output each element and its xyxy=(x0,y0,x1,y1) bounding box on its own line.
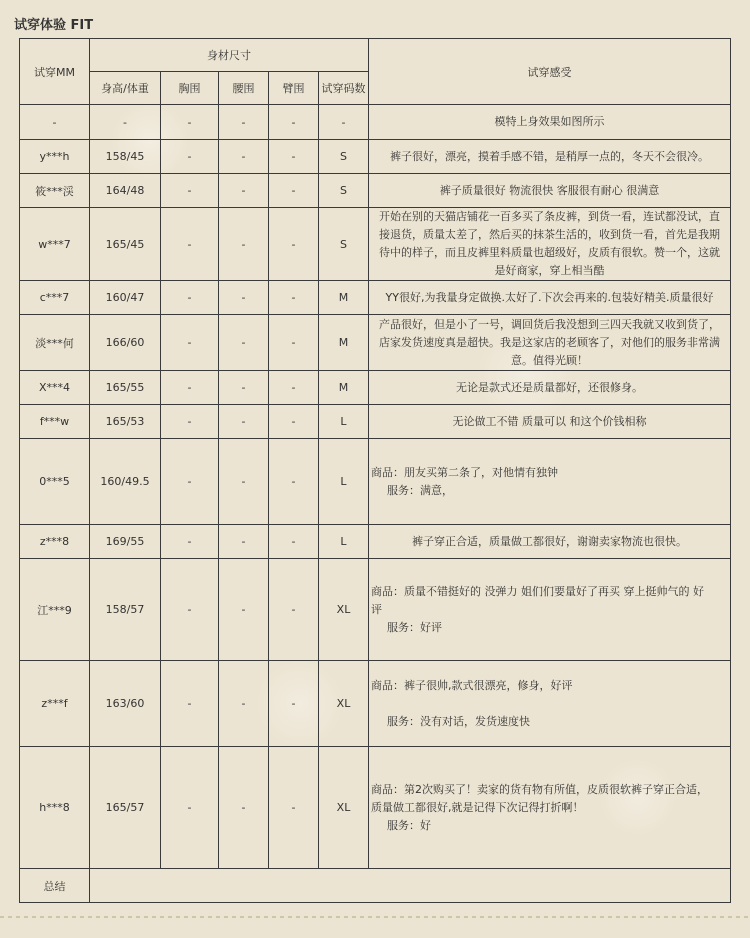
bottom-divider xyxy=(0,916,750,918)
feel-spacer xyxy=(371,695,728,713)
cell-waist: - xyxy=(219,525,269,559)
cell-waist: - xyxy=(219,281,269,315)
cell-height-weight: 158/45 xyxy=(90,140,161,174)
cell-waist: - xyxy=(219,405,269,439)
cell-waist: - xyxy=(219,661,269,747)
cell-feel xyxy=(369,439,731,525)
cell-height-weight: 160/47 xyxy=(90,281,161,315)
cell-feel xyxy=(369,208,731,281)
cell-waist: - xyxy=(219,371,269,405)
cell-feel xyxy=(369,661,731,747)
cell-size: M xyxy=(319,371,369,405)
cell-height-weight: 165/45 xyxy=(90,208,161,281)
table-row xyxy=(20,315,731,371)
cell-size: L xyxy=(319,405,369,439)
fit-table xyxy=(19,38,731,903)
cell-mm: f***w xyxy=(20,405,90,439)
table-row xyxy=(20,559,731,661)
feel-text-line: 接退货，质量太差了，然后买的抹茶生活的，收到货一看，首先是我期 xyxy=(379,228,720,241)
header-arm: 臂围 xyxy=(269,72,319,105)
cell-chest: - xyxy=(161,559,219,661)
cell-feel xyxy=(369,747,731,869)
cell-waist: - xyxy=(219,315,269,371)
cell-mm: - xyxy=(20,105,90,140)
cell-feel xyxy=(369,105,731,140)
feel-text-line: 商品：朋友买第二条了，对他情有独钟 xyxy=(371,465,558,479)
cell-mm: 江***9 xyxy=(20,559,90,661)
cell-size: S xyxy=(319,208,369,281)
table-row xyxy=(20,208,731,281)
cell-arm: - xyxy=(269,525,319,559)
feel-text-line: 商品：质量不错挺好的 没弹力 姐们们要量好了再买 穿上挺帅气的 好 xyxy=(371,584,704,598)
cell-mm: c***7 xyxy=(20,281,90,315)
cell-waist: - xyxy=(219,439,269,525)
cell-size: XL xyxy=(319,559,369,661)
table-row xyxy=(20,525,731,559)
cell-height-weight: 163/60 xyxy=(90,661,161,747)
table-row xyxy=(20,105,731,140)
cell-feel xyxy=(369,174,731,208)
cell-chest: - xyxy=(161,405,219,439)
cell-feel xyxy=(369,281,731,315)
cell-height-weight: - xyxy=(90,105,161,140)
cell-mm: 筱***渓 xyxy=(20,174,90,208)
feel-text-line: 裤子质量很好 物流很快 客服很有耐心 很满意 xyxy=(439,183,660,197)
cell-height-weight: 165/57 xyxy=(90,747,161,869)
cell-feel xyxy=(369,140,731,174)
cell-size: S xyxy=(319,140,369,174)
cell-mm: h***8 xyxy=(20,747,90,869)
cell-height-weight: 158/57 xyxy=(90,559,161,661)
table-body xyxy=(20,105,731,869)
cell-size: XL xyxy=(319,747,369,869)
table-row xyxy=(20,281,731,315)
cell-height-weight: 165/55 xyxy=(90,371,161,405)
summary-label: 总结 xyxy=(20,869,90,903)
cell-size: M xyxy=(319,281,369,315)
feel-text-line: 质量做工都很好,就是记得下次记得打折啊！ xyxy=(371,800,584,814)
cell-chest: - xyxy=(161,208,219,281)
cell-mm: 0***5 xyxy=(20,439,90,525)
cell-height-weight: 160/49.5 xyxy=(90,439,161,525)
table-row xyxy=(20,747,731,869)
page-title: 试穿体验 FIT xyxy=(14,18,94,33)
cell-arm: - xyxy=(269,140,319,174)
feel-service-line: 服务：好评 xyxy=(387,620,442,634)
cell-waist: - xyxy=(219,174,269,208)
header-feel: 试穿感受 xyxy=(369,39,731,105)
feel-service-line: 服务：满意， xyxy=(387,483,453,497)
cell-chest: - xyxy=(161,140,219,174)
cell-arm: - xyxy=(269,105,319,140)
table-row xyxy=(20,405,731,439)
cell-chest: - xyxy=(161,315,219,371)
cell-arm: - xyxy=(269,661,319,747)
cell-chest: - xyxy=(161,747,219,869)
cell-feel xyxy=(369,315,731,371)
feel-text-line: 开始在别的天猫店铺花一百多买了条皮裤，到货一看，连试都没试，直 xyxy=(379,210,720,223)
feel-text-line: 店家发货速度真是超快。我是这家店的老顾客了，对他们的服务非常满 xyxy=(379,335,720,349)
cell-chest: - xyxy=(161,174,219,208)
cell-mm: y***h xyxy=(20,140,90,174)
cell-feel xyxy=(369,371,731,405)
cell-mm: z***f xyxy=(20,661,90,747)
cell-arm: - xyxy=(269,439,319,525)
feel-text-line: YY很好,为我量身定做换.太好了.下次会再来的.包装好精美.质量很好 xyxy=(385,290,714,304)
cell-arm: - xyxy=(269,405,319,439)
cell-waist: - xyxy=(219,559,269,661)
header-size: 试穿码数 xyxy=(319,72,369,105)
table-row xyxy=(20,140,731,174)
feel-text-line: 商品：第2次购买了！卖家的货有物有所值，皮质很软裤子穿正合适， xyxy=(371,782,708,796)
summary-value xyxy=(90,869,731,903)
cell-mm: 淡***何 xyxy=(20,315,90,371)
cell-waist: - xyxy=(219,105,269,140)
cell-height-weight: 164/48 xyxy=(90,174,161,208)
cell-size: XL xyxy=(319,661,369,747)
cell-feel xyxy=(369,405,731,439)
cell-chest: - xyxy=(161,439,219,525)
cell-height-weight: 166/60 xyxy=(90,315,161,371)
header-chest: 胸围 xyxy=(161,72,219,105)
feel-text-line: 模特上身效果如图所示 xyxy=(494,115,605,128)
cell-mm: w***7 xyxy=(20,208,90,281)
table-row xyxy=(20,439,731,525)
cell-chest: - xyxy=(161,525,219,559)
feel-text-line: 产品很好，但是小了一号，调回货后我没想到三四天我就又收到货了， xyxy=(379,317,720,331)
feel-text-line: 是好商家，穿上相当酷 xyxy=(494,264,605,277)
table-row xyxy=(20,174,731,208)
cell-arm: - xyxy=(269,747,319,869)
header-height-weight: 身高/体重 xyxy=(90,72,161,105)
header-waist: 腰围 xyxy=(219,72,269,105)
cell-chest: - xyxy=(161,661,219,747)
cell-arm: - xyxy=(269,371,319,405)
cell-size: L xyxy=(319,525,369,559)
cell-height-weight: 169/55 xyxy=(90,525,161,559)
cell-arm: - xyxy=(269,559,319,661)
cell-size: M xyxy=(319,315,369,371)
cell-size: - xyxy=(319,105,369,140)
cell-feel xyxy=(369,525,731,559)
cell-waist: - xyxy=(219,747,269,869)
cell-arm: - xyxy=(269,281,319,315)
feel-text-line: 裤子穿正合适，质量做工都很好，谢谢卖家物流也很快。 xyxy=(412,534,687,548)
cell-arm: - xyxy=(269,315,319,371)
cell-waist: - xyxy=(219,208,269,281)
cell-mm: z***8 xyxy=(20,525,90,559)
feel-text-line: 评 xyxy=(371,602,382,616)
cell-chest: - xyxy=(161,105,219,140)
header-mm: 试穿MM xyxy=(20,39,90,105)
feel-text-line: 待中的样子，而且皮裤里料质量也超级好，皮质有很软。赞一个，这就 xyxy=(379,246,720,259)
cell-chest: - xyxy=(161,281,219,315)
table-row xyxy=(20,661,731,747)
feel-service-line: 服务：好 xyxy=(387,818,431,832)
cell-arm: - xyxy=(269,208,319,281)
cell-arm: - xyxy=(269,174,319,208)
cell-mm: X***4 xyxy=(20,371,90,405)
cell-feel xyxy=(369,559,731,661)
feel-text-line: 商品：裤子很帅,款式很漂亮，修身，好评 xyxy=(371,678,573,692)
feel-text-line: 意。值得光顾！ xyxy=(511,353,588,367)
cell-size: L xyxy=(319,439,369,525)
cell-waist: - xyxy=(219,140,269,174)
header-body-size: 身材尺寸 xyxy=(90,39,369,72)
feel-text-line: 无论做工不错 质量可以 和这个价钱相称 xyxy=(452,414,647,428)
cell-chest: - xyxy=(161,371,219,405)
cell-height-weight: 165/53 xyxy=(90,405,161,439)
feel-service-line: 服务：没有对话，发货速度快 xyxy=(387,714,530,728)
table-row xyxy=(20,371,731,405)
cell-size: S xyxy=(319,174,369,208)
feel-text-line: 裤子很好，漂亮，摸着手感不错，是稍厚一点的，冬天不会很冷。 xyxy=(390,149,709,163)
feel-text-line: 无论是款式还是质量都好，还很修身。 xyxy=(456,380,643,394)
